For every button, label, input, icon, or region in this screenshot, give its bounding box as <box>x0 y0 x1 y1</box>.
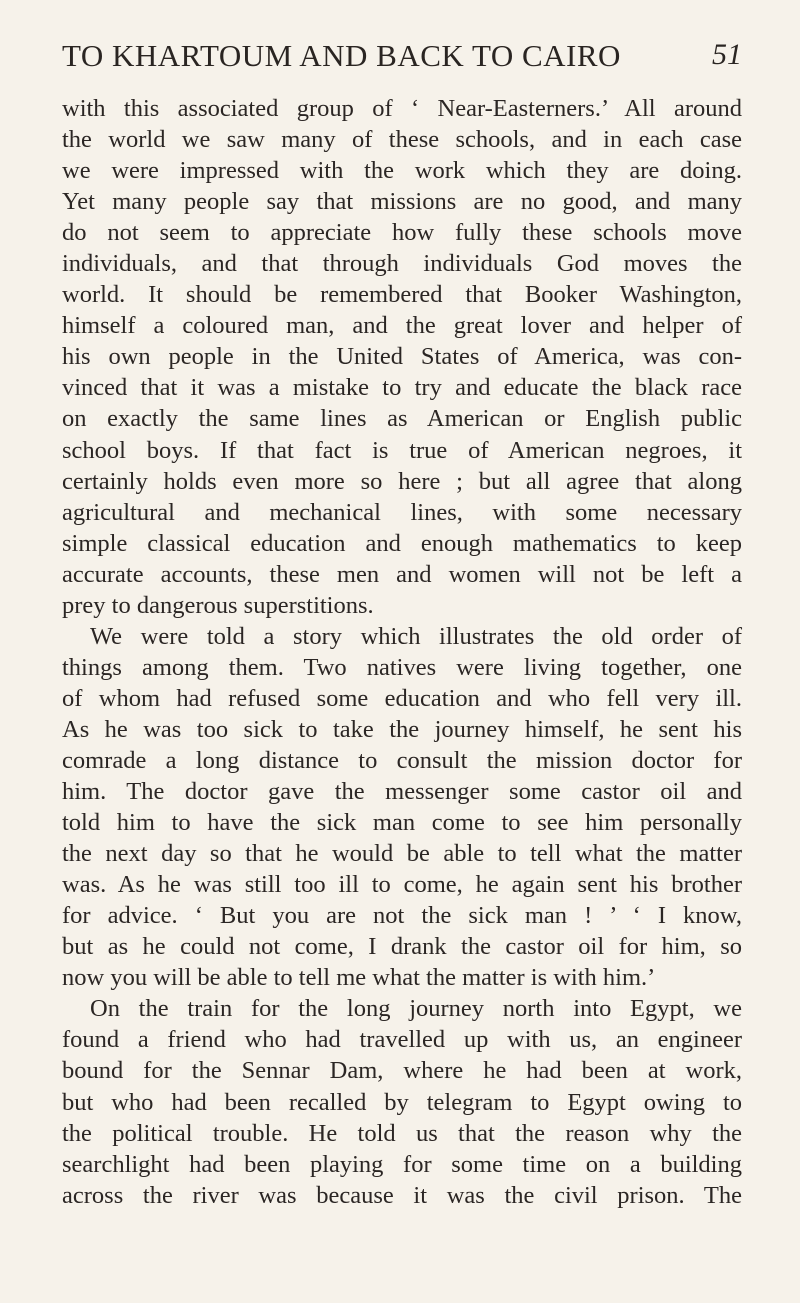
text-line: accurate accounts, these men and women will not be left a <box>62 560 742 588</box>
text-line: the world we saw many of these schools, and in each case <box>62 126 742 154</box>
text-line: world. It should be remembered that Booker Washington, <box>62 281 742 309</box>
text-line: himself a coloured man, and the great lover and helper of <box>62 312 742 340</box>
text-line: do not seem to appreciate how fully these schools move <box>62 219 742 247</box>
text-line: comrade a long distance to consult the mission doctor for <box>62 746 742 774</box>
running-title: TO KHARTOUM AND BACK TO CAIRO <box>62 38 621 73</box>
text-line: simple classical education and enough mathematics to keep <box>62 529 742 557</box>
text-line: certainly holds even more so here ; but all agree that along <box>62 467 742 495</box>
text-line: him. The doctor gave the messenger some castor oil and <box>62 778 742 806</box>
text-line: searchlight had been playing for some time on a building <box>62 1150 742 1178</box>
text-line: On the train for the long journey north into Egypt, we <box>90 995 742 1023</box>
text-line: agricultural and mechanical lines, with some necessary <box>62 498 742 526</box>
text-line: now you will be able to tell me what the matter is with him.’ <box>62 964 656 992</box>
text-line: with this associated group of ‘ Near-Easterners.’ All around <box>62 95 742 122</box>
text-line: for advice. ‘ But you are not the sick man ! ’ ‘ I know, <box>62 902 742 930</box>
text-line: the political trouble. He told us that the reason why the <box>62 1119 742 1147</box>
text-line: told him to have the sick man come to see him personally <box>62 809 742 837</box>
text-line: we were impressed with the work which they are doing. <box>62 157 742 185</box>
text-line: his own people in the United States of America, was con- <box>62 343 742 371</box>
text-line: but who had been recalled by telegram to Egypt owing to <box>62 1088 742 1116</box>
text-line: bound for the Sennar Dam, where he had been at work, <box>62 1057 742 1085</box>
text-line: on exactly the same lines as American or English public <box>62 405 742 433</box>
body-text <box>62 93 742 1211</box>
text-line: but as he could not come, I drank the castor oil for him, so <box>62 933 742 961</box>
text-line: was. As he was still too ill to come, he again sent his brother <box>62 871 742 899</box>
page-number: 51 <box>712 38 742 71</box>
text-line: We were told a story which illustrates the old order of <box>90 622 742 650</box>
text-line: across the river was because it was the civil prison. The <box>62 1181 742 1209</box>
text-line: vinced that it was a mistake to try and educate the black race <box>62 374 742 402</box>
text-line: As he was too sick to take the journey himself, he sent his <box>62 715 742 743</box>
text-line: things among them. Two natives were living together, one <box>62 653 742 681</box>
text-line: school boys. If that fact is true of American negroes, it <box>62 436 742 464</box>
text-line: individuals, and that through individuals God moves the <box>62 250 742 278</box>
text-line: Yet many people say that missions are no good, and many <box>62 188 742 216</box>
text-line: of whom had refused some education and who fell very ill. <box>62 684 742 712</box>
text-line: prey to dangerous superstitions. <box>62 591 374 619</box>
text-line: found a friend who had travelled up with us, an engineer <box>62 1026 742 1054</box>
text-line: the next day so that he would be able to tell what the matter <box>62 840 742 868</box>
running-head <box>62 38 742 88</box>
